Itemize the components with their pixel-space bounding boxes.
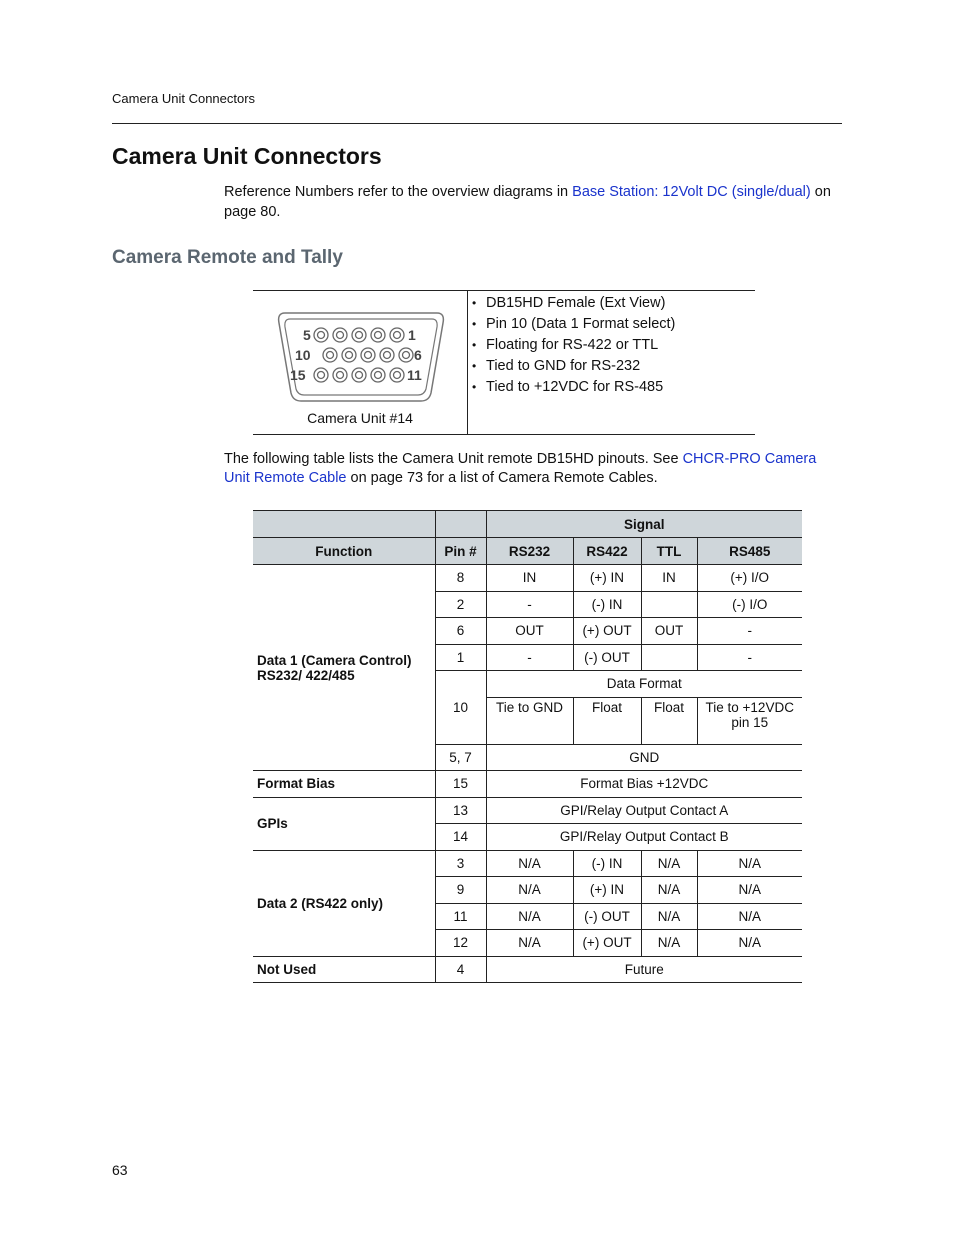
pin-cell: 2 xyxy=(435,591,486,618)
ttl-cell: N/A xyxy=(641,903,697,930)
connector-table xyxy=(253,290,755,435)
pinout-text: The following table lists the Camera Unit remote DB15HD pinouts. See xyxy=(224,451,683,467)
pin-cell: 9 xyxy=(435,877,486,904)
feature-item: • Pin 10 (Data 1 Format select) xyxy=(472,314,755,335)
data-format-cell: Data Format xyxy=(486,671,802,698)
gnd-cell: GND xyxy=(486,744,802,771)
header-signal: Signal xyxy=(486,511,802,538)
ttl-cell: N/A xyxy=(641,850,697,877)
pin-cell: 15 xyxy=(435,771,486,798)
header-pin: Pin # xyxy=(435,538,486,565)
pin-cell: 1 xyxy=(435,644,486,671)
rs422-cell: (+) OUT xyxy=(573,618,641,645)
page-number: 63 xyxy=(112,1162,128,1178)
rs232-cell: N/A xyxy=(486,877,573,904)
function-data1-line2: RS232/ 422/485 xyxy=(257,667,355,683)
pin-label-11: 11 xyxy=(407,367,422,383)
function-data1-line1: Data 1 (Camera Control) xyxy=(257,652,412,668)
signal-cell: GPI/Relay Output Contact A xyxy=(486,797,802,824)
rs422-cell: (+) IN xyxy=(573,565,641,592)
pin-cell: 14 xyxy=(435,824,486,851)
base-station-link[interactable]: Base Station: 12Volt DC (single/dual) xyxy=(572,184,811,200)
rs422-cell: (-) IN xyxy=(573,591,641,618)
ttl-cell: N/A xyxy=(641,877,697,904)
running-header: Camera Unit Connectors xyxy=(112,91,256,106)
pin-cell: 8 xyxy=(435,565,486,592)
pin-cell: 6 xyxy=(435,618,486,645)
table-row xyxy=(253,565,802,592)
pin-cell: 13 xyxy=(435,797,486,824)
ttl-cell: IN xyxy=(641,565,697,592)
rs485-cell: N/A xyxy=(697,877,802,904)
rs232-cell: - xyxy=(486,591,573,618)
ttl-cell: OUT xyxy=(641,618,697,645)
pin-label-15: 15 xyxy=(290,367,306,383)
header-rs232: RS232 xyxy=(486,538,573,565)
section-title: Camera Remote and Tally xyxy=(112,247,343,268)
signal-cell: GPI/Relay Output Contact B xyxy=(486,824,802,851)
rs232-cell: N/A xyxy=(486,850,573,877)
features-cell xyxy=(468,291,756,435)
ttl-cell: Float xyxy=(641,697,697,744)
pin-cell: 4 xyxy=(435,956,486,983)
rs232-cell: N/A xyxy=(486,930,573,957)
header-function: Function xyxy=(253,538,435,565)
connector-caption: Camera Unit #14 xyxy=(307,410,413,426)
signal-cell: Format Bias +12VDC xyxy=(486,771,802,798)
intro-text: Reference Numbers refer to the overview diagrams in xyxy=(224,184,573,200)
signal-cell: Future xyxy=(486,956,802,983)
pin-cell: 10 xyxy=(435,671,486,745)
remote-cable-link[interactable]: CHCR-PRO Camera Unit Remote Cable xyxy=(224,451,817,486)
header-rs422: RS422 xyxy=(573,538,641,565)
intro-text-after: on page 80. xyxy=(224,184,831,220)
function-data2: Data 2 (RS422 only) xyxy=(253,850,435,956)
rs422-cell: (-) OUT xyxy=(573,903,641,930)
feature-item: • Floating for RS-422 or TTL xyxy=(472,335,755,356)
rs422-cell: (-) OUT xyxy=(573,644,641,671)
rs232-cell: Tie to GND xyxy=(486,697,573,744)
ttl-cell xyxy=(641,644,697,671)
pin-label-5: 5 xyxy=(303,327,311,343)
rs422-cell: (+) IN xyxy=(573,877,641,904)
connector-cell xyxy=(253,291,468,435)
rs232-cell: IN xyxy=(486,565,573,592)
header-blank xyxy=(435,511,486,538)
table-row xyxy=(253,797,802,824)
feature-item: • Tied to GND for RS-232 xyxy=(472,356,755,377)
function-not-used: Not Used xyxy=(253,956,435,983)
rs485-cell: N/A xyxy=(697,850,802,877)
header-rule xyxy=(112,123,842,124)
ttl-cell xyxy=(641,591,697,618)
pin-cell: 3 xyxy=(435,850,486,877)
header-rs485: RS485 xyxy=(697,538,802,565)
table-row xyxy=(253,771,802,798)
header-ttl: TTL xyxy=(641,538,697,565)
intro-paragraph xyxy=(224,182,844,222)
connector-pins xyxy=(314,328,413,382)
page-title: Camera Unit Connectors xyxy=(112,143,382,169)
pinout-paragraph xyxy=(224,450,844,488)
pin-cell: 12 xyxy=(435,930,486,957)
pin-label-1: 1 xyxy=(408,327,416,343)
pin-cell: 11 xyxy=(435,903,486,930)
feature-item: • Tied to +12VDC for RS-485 xyxy=(472,377,755,398)
pin-label-6: 6 xyxy=(414,347,422,363)
rs422-cell: Float xyxy=(573,697,641,744)
header-blank xyxy=(253,511,435,538)
rs485-cell: (-) I/O xyxy=(697,591,802,618)
rs485-cell: Tie to +12VDC pin 15 xyxy=(697,697,802,744)
function-format-bias: Format Bias xyxy=(253,771,435,798)
feature-item: • DB15HD Female (Ext View) xyxy=(472,293,755,314)
feature-list xyxy=(468,291,755,398)
rs485-cell: (+) I/O xyxy=(697,565,802,592)
rs232-cell: - xyxy=(486,644,573,671)
rs422-cell: (+) OUT xyxy=(573,930,641,957)
rs485-cell: N/A xyxy=(697,903,802,930)
rs485-cell: N/A xyxy=(697,930,802,957)
pin-cell: 5, 7 xyxy=(435,744,486,771)
pinout-text-after: on page 73 for a list of Camera Remote Cables. xyxy=(346,470,658,486)
rs485-cell: - xyxy=(697,618,802,645)
function-gpis: GPIs xyxy=(253,797,435,850)
table-row xyxy=(253,850,802,877)
ttl-cell: N/A xyxy=(641,930,697,957)
rs485-cell: - xyxy=(697,644,802,671)
pin-label-10: 10 xyxy=(295,347,311,363)
pinout-table xyxy=(253,510,802,983)
db15hd-connector-diagram xyxy=(275,307,447,407)
rs422-cell: (-) IN xyxy=(573,850,641,877)
function-data1 xyxy=(253,565,435,771)
rs232-cell: N/A xyxy=(486,903,573,930)
table-row xyxy=(253,956,802,983)
rs232-cell: OUT xyxy=(486,618,573,645)
